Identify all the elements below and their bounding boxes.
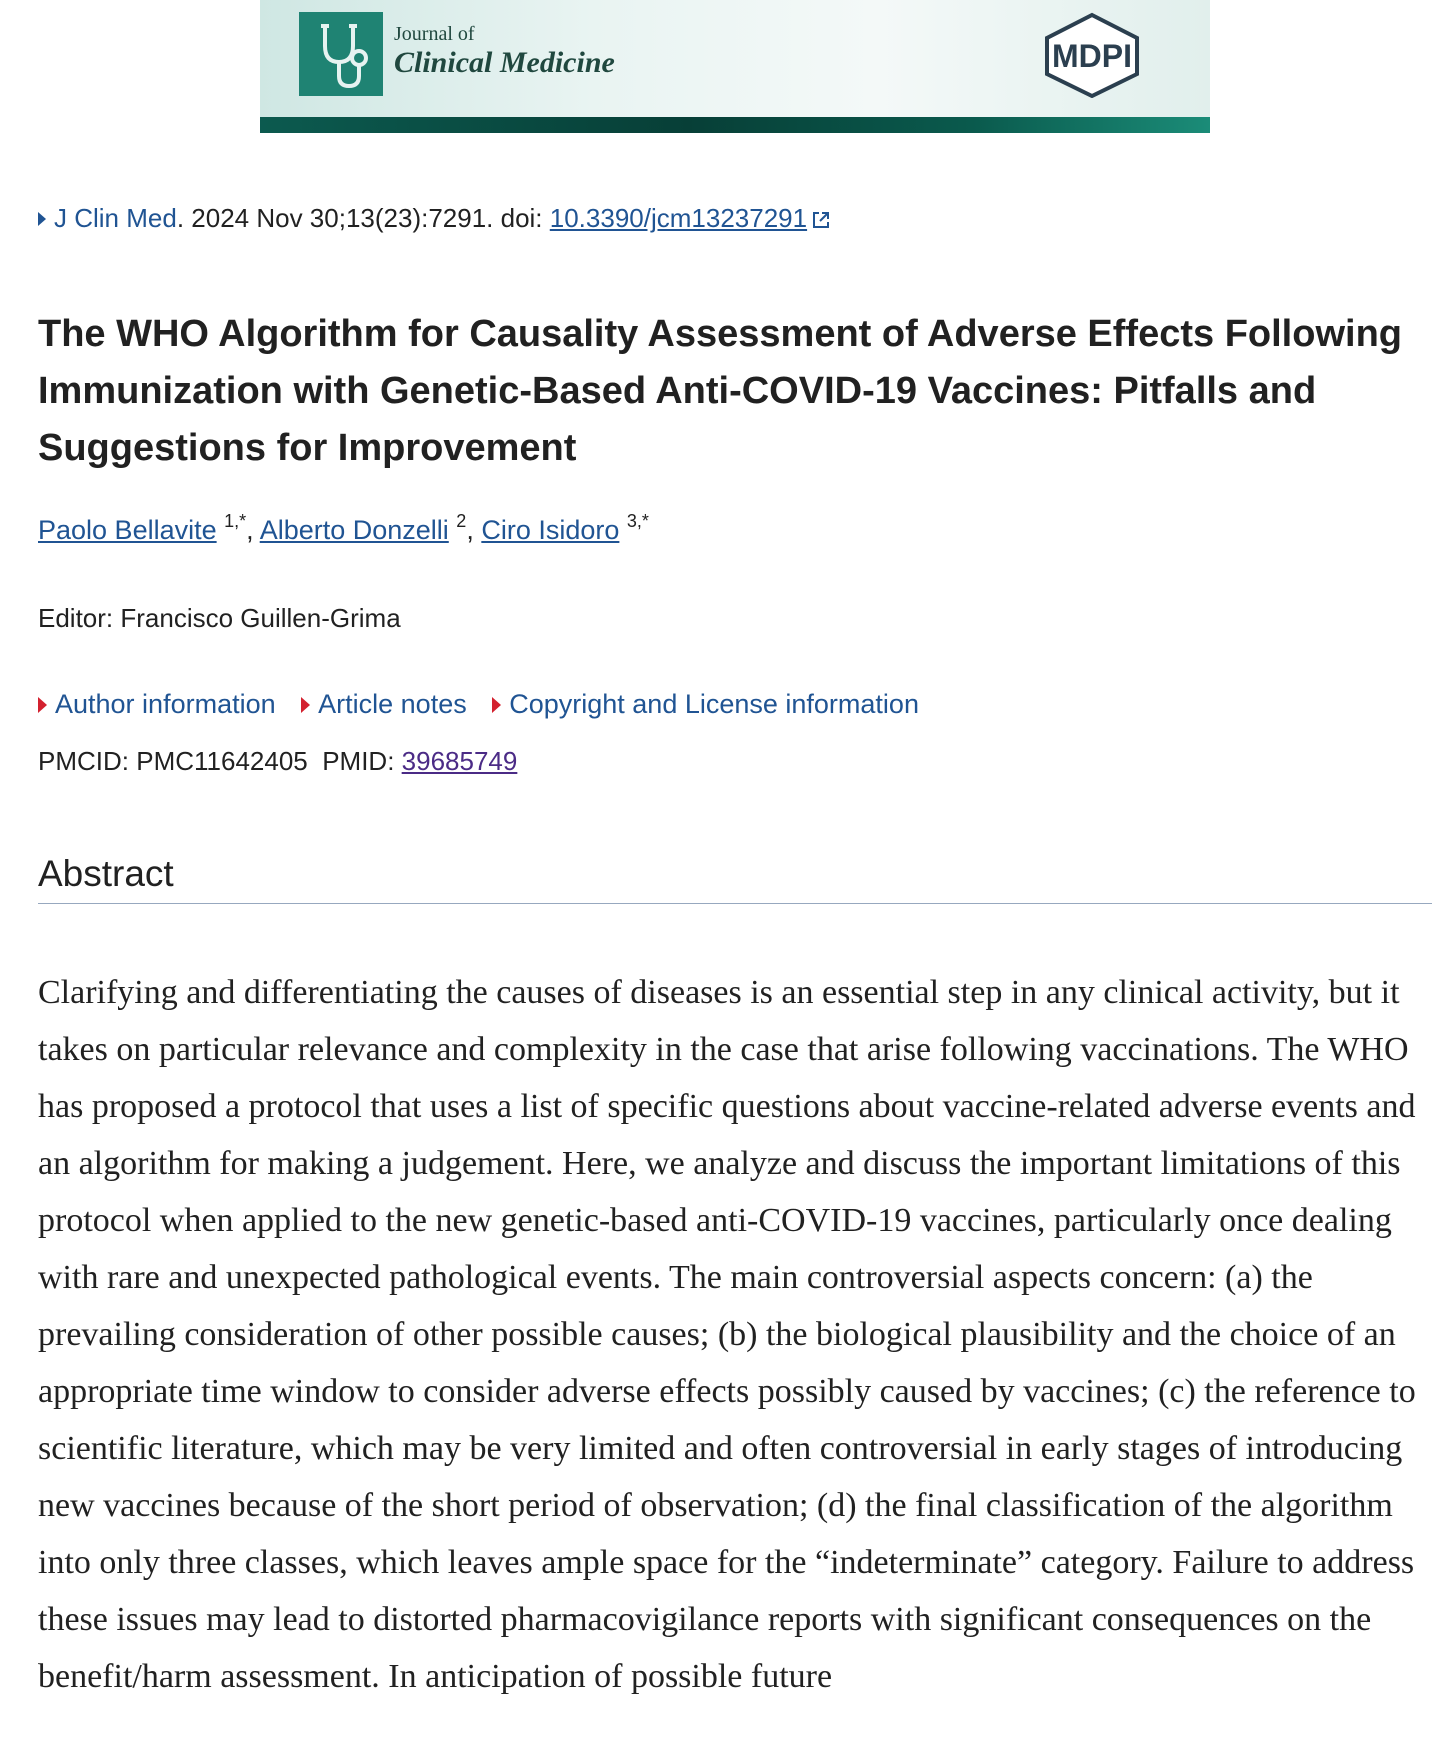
- author-link[interactable]: Alberto Donzelli: [259, 515, 449, 545]
- caret-right-icon: [492, 697, 501, 713]
- author-information-toggle[interactable]: [38, 689, 276, 719]
- caret-right-icon[interactable]: [38, 212, 46, 226]
- stethoscope-icon: [299, 12, 383, 96]
- banner-bar: [260, 117, 1210, 133]
- mdpi-logo: [1042, 12, 1142, 98]
- copyright-license-label: Copyright and License information: [509, 689, 919, 719]
- author-link[interactable]: Ciro Isidoro: [481, 515, 620, 545]
- citation-details: . 2024 Nov 30;13(23):7291. doi:: [176, 203, 550, 233]
- journal-banner[interactable]: [260, 0, 1210, 133]
- editor-line: Editor: Francisco Guillen-Grima: [38, 603, 401, 633]
- caret-right-icon: [38, 697, 47, 713]
- abstract-text: Clarifying and differentiating the causes of diseases is an essential step in any clinical activity, but it takes on particular relevance and complexity in the case that arise following vaccinations. The WHO has proposed a protocol that uses a list of specific questions about vaccine-related adverse events and an algorithm for making a judgement. Here, we analyze and discuss the important limitations of this protocol when applied to the new genetic-based anti-COVID-19 vaccines, particularly once dealing with rare and unexpected pathological events. The main controversial aspects concern: (a) the prevailing consideration of other possible causes; (b) the biological plausibility and the choice of an appropriate time window to consider adverse effects possibly caused by vaccines; (c) the reference to scientific literature, which may be very limited and often controversial in early stages of introducing new vaccines because of the short period of observation; (d) the final classification of the algorithm into only three classes, which leaves ample space for the “indeterminate” category. Failure to address these issues may lead to distorted pharmacovigilance reports with significant consequences on the benefit/harm assessment. In anticipation of possible future: [38, 974, 1416, 1695]
- pmid-link[interactable]: 39685749: [401, 746, 518, 776]
- caret-right-icon: [301, 697, 310, 713]
- author-link[interactable]: Paolo Bellavite: [38, 515, 217, 545]
- author-affiliation: 3,*: [626, 511, 649, 531]
- author-affiliation: 2: [456, 511, 467, 531]
- copyright-license-toggle[interactable]: [492, 689, 919, 719]
- author-list: Paolo Bellavite $^{1,*}$, Alberto Donzelli $^2$, Ciro Isidoro $^{3,*}$: [38, 511, 649, 545]
- journal-name-big: Clinical Medicine: [394, 46, 615, 79]
- pmid-label: PMID:: [322, 746, 402, 776]
- journal-name: [394, 22, 615, 80]
- article-ids: [38, 743, 517, 779]
- article-notes-toggle[interactable]: [301, 689, 467, 719]
- abstract-heading: Abstract: [38, 853, 174, 894]
- pmcid: PMCID: PMC11642405: [38, 746, 308, 776]
- author-affiliation: 1,*: [224, 511, 247, 531]
- journal-name-small: Journal of: [394, 23, 475, 45]
- citation-line: [38, 200, 831, 239]
- author-information-label: Author information: [55, 689, 276, 719]
- external-link-icon[interactable]: [811, 203, 831, 239]
- article-info-links: [38, 686, 937, 722]
- journal-abbr-link[interactable]: J Clin Med: [54, 203, 177, 233]
- mdpi-logo-text: MDPI: [1052, 38, 1132, 74]
- article-notes-label: Article notes: [318, 689, 467, 719]
- abstract-divider: [38, 903, 1432, 904]
- doi-link[interactable]: 10.3390/jcm13237291: [549, 203, 808, 233]
- article-title: The WHO Algorithm for Causality Assessment of Adverse Effects Following Immunization with Genetic-Based Anti-COVID-19 Vaccines: Pitfalls and Suggestions for Improvement: [38, 313, 1402, 469]
